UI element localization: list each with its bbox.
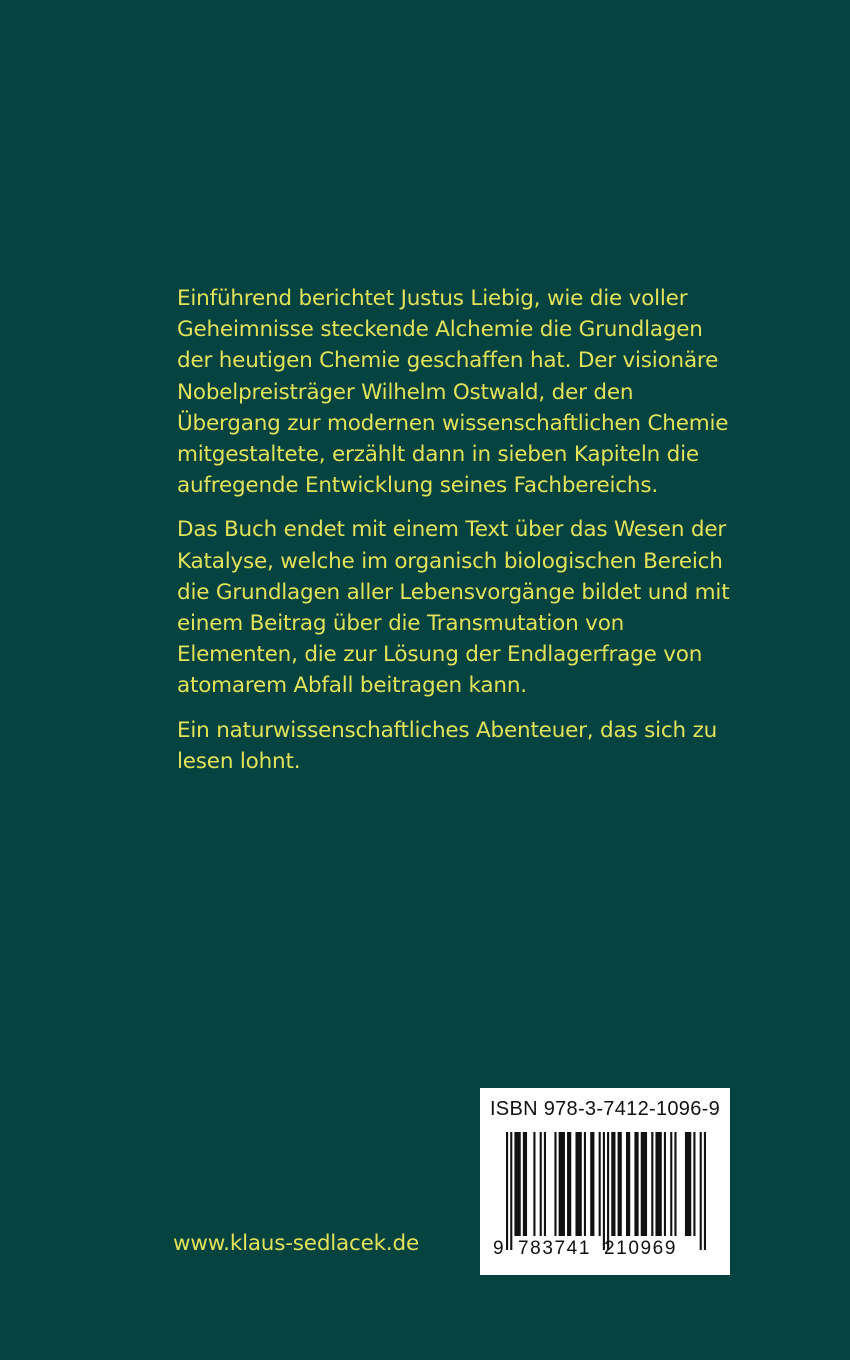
- barcode-bar: [674, 1132, 676, 1236]
- barcode-digits-right: 210969: [604, 1238, 678, 1259]
- barcode-bar: [514, 1132, 520, 1236]
- blurb-paragraph-3: Ein naturwissenschaftliches Abenteuer, das sich zu lesen lohnt.: [177, 717, 718, 774]
- barcode-bar: [641, 1132, 647, 1236]
- barcode-bar: [664, 1132, 666, 1236]
- barcode-bar: [626, 1132, 630, 1236]
- barcode-bar: [704, 1132, 706, 1250]
- blurb-paragraph-2: Das Buch endet mit einem Text über das Wesen der Katalyse, welche im organisch biologischen Bereich die Grundlagen aller Lebensvorgänge bildet und mit einem Beitrag über die Transmutation von Elementen, die zur Lösung der Endlagerfrage von atomarem Abfall beitragen kann.: [177, 517, 730, 699]
- isbn-barcode-box: [480, 1088, 730, 1275]
- barcode-bar: [693, 1132, 695, 1236]
- barcode-bar: [510, 1132, 512, 1250]
- barcode-bar: [618, 1132, 622, 1236]
- barcode-bar: [554, 1132, 556, 1236]
- barcode-bar: [700, 1132, 702, 1250]
- barcode-bar: [634, 1132, 638, 1236]
- barcode-digits-left: 783741: [518, 1238, 592, 1259]
- website-url: www.klaus-sedlacek.de: [173, 1231, 420, 1256]
- barcode-bar: [590, 1132, 594, 1236]
- barcode-bar: [611, 1132, 615, 1236]
- barcode-bar: [544, 1132, 546, 1236]
- barcode-bar: [584, 1132, 586, 1236]
- barcode-bar: [540, 1132, 542, 1236]
- barcode-bar: [533, 1132, 535, 1236]
- barcode-bar: [603, 1132, 605, 1250]
- barcode-bar: [670, 1132, 672, 1236]
- barcode-bar: [599, 1132, 601, 1236]
- barcode-digit-lead: 9: [493, 1238, 504, 1259]
- blurb-paragraph-1: Einführend berichtet Justus Liebig, wie die voller Geheimnisse steckende Alchemie die Grundlagen der heutigen Chemie geschaffen hat. Der visionäre Nobelpreisträger Wilhelm Ostwald, der den Übergang zur modernen wissenschaftlichen Chemie mitgestaltete, erzählt dann in sieben Kapiteln die aufregende Entwicklung seines Fachbereichs.: [177, 286, 729, 499]
- barcode-bar: [506, 1132, 508, 1250]
- isbn-label: ISBN 978-3-7412-1096-9: [489, 1098, 721, 1120]
- barcode-bar: [607, 1132, 609, 1250]
- barcode-bar: [575, 1132, 581, 1236]
- barcode-bars: [506, 1132, 706, 1250]
- barcode-bar: [559, 1132, 565, 1236]
- barcode-bar: [567, 1132, 571, 1236]
- barcode-bar: [685, 1132, 691, 1236]
- blurb-text: [177, 283, 737, 790]
- barcode-bar: [651, 1132, 653, 1236]
- barcode-bar: [523, 1132, 527, 1236]
- barcode-bar: [655, 1132, 661, 1236]
